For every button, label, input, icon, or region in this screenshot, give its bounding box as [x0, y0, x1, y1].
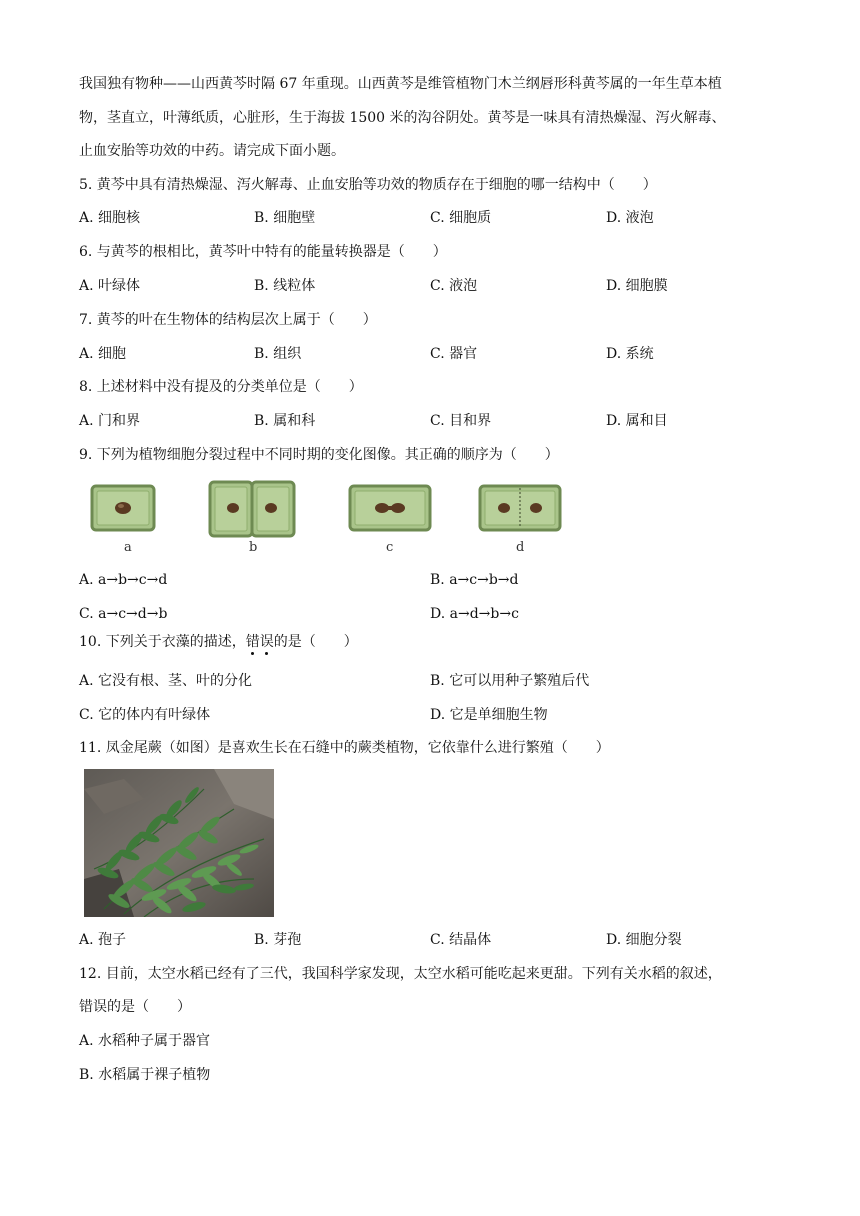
- q10-option-c[interactable]: C. 它的体内有叶绿体: [79, 707, 211, 723]
- question-7-stem: 7. 黄芩的叶在生物体的结构层次上属于（ ）: [79, 312, 377, 328]
- q12-option-b[interactable]: B. 水稻属于裸子植物: [79, 1067, 211, 1083]
- q6-option-d[interactable]: D. 细胞膜: [606, 278, 668, 294]
- question-9-stem: 9. 下列为植物细胞分裂过程中不同时期的变化图像。其正确的顺序为（ ）: [79, 447, 559, 463]
- q10-stem-prefix: 10. 下列关于衣藻的描述，: [79, 634, 246, 650]
- question-12-stem-line-1: 12. 目前，太空水稻已经有了三代，我国科学家发现，太空水稻可能吃起来更甜。下列有关水稻的叙述，: [79, 966, 722, 982]
- q11-option-d[interactable]: D. 细胞分裂: [606, 932, 682, 948]
- cell-label-b: b: [249, 540, 258, 555]
- question-11-stem: 11. 凤金尾蕨（如图）是喜欢生长在石缝中的蕨类植物，它依靠什么进行繁殖（ ）: [79, 740, 610, 756]
- question-6-stem: 6. 与黄芩的根相比，黄芩叶中特有的能量转换器是（ ）: [79, 244, 447, 260]
- cell-figure-d: [476, 478, 564, 538]
- fern-photo: [84, 769, 274, 917]
- q5-option-c[interactable]: C. 细胞质: [430, 210, 492, 226]
- question-12-stem-line-2: 错误的是（ ）: [79, 999, 191, 1015]
- question-5-stem: 5. 黄芩中具有清热燥湿、泻火解毒、止血安胎等功效的物质存在于细胞的哪一结构中（ ）: [79, 177, 657, 193]
- q10-emphasis-2: 误: [259, 634, 274, 650]
- q7-option-b[interactable]: B. 组织: [254, 346, 302, 362]
- q5-option-d[interactable]: D. 液泡: [606, 210, 654, 226]
- question-10-stem: [79, 632, 358, 652]
- intro-line-1: 我国独有物种——山西黄芩时隔 67 年重现。山西黄芩是维管植物门木兰纲唇形科黄芩属的一年生草本植: [79, 76, 722, 92]
- q10-emphasis-1: 错: [245, 634, 260, 650]
- q8-option-a[interactable]: A. 门和界: [79, 413, 141, 429]
- q11-option-c[interactable]: C. 结晶体: [430, 932, 492, 948]
- q8-option-c[interactable]: C. 目和界: [430, 413, 492, 429]
- q7-option-c[interactable]: C. 器官: [430, 346, 478, 362]
- q7-option-d[interactable]: D. 系统: [606, 346, 654, 362]
- q6-option-b[interactable]: B. 线粒体: [254, 278, 316, 294]
- q5-option-a[interactable]: A. 细胞核: [79, 210, 141, 226]
- q8-option-d[interactable]: D. 属和目: [606, 413, 668, 429]
- q10-option-d[interactable]: D. 它是单细胞生物: [430, 707, 548, 723]
- q12-option-a[interactable]: A. 水稻种子属于器官: [79, 1033, 211, 1049]
- cell-figure-a: [88, 478, 158, 538]
- q11-option-b[interactable]: B. 芽孢: [254, 932, 302, 948]
- cell-figure-b: [206, 474, 298, 542]
- q9-option-c[interactable]: C. a→c→d→b: [79, 606, 168, 622]
- q7-option-a[interactable]: A. 细胞: [79, 346, 127, 362]
- q9-option-b[interactable]: B. a→c→b→d: [430, 572, 519, 588]
- q6-option-c[interactable]: C. 液泡: [430, 278, 478, 294]
- q10-stem-suffix: 的是（ ）: [273, 634, 358, 650]
- q5-option-b[interactable]: B. 细胞壁: [254, 210, 316, 226]
- q9-option-a[interactable]: A. a→b→c→d: [79, 572, 168, 588]
- q10-option-b[interactable]: B. 它可以用种子繁殖后代: [430, 673, 590, 689]
- cell-label-c: c: [386, 540, 394, 555]
- q6-option-a[interactable]: A. 叶绿体: [79, 278, 141, 294]
- q10-option-a[interactable]: A. 它没有根、茎、叶的分化: [79, 673, 253, 689]
- cell-figure-c: [346, 478, 434, 538]
- q8-option-b[interactable]: B. 属和科: [254, 413, 316, 429]
- question-8-stem: 8. 上述材料中没有提及的分类单位是（ ）: [79, 379, 363, 395]
- q9-option-d[interactable]: D. a→d→b→c: [430, 606, 519, 622]
- cell-label-d: d: [516, 540, 525, 555]
- intro-line-2: 物，茎直立，叶薄纸质，心脏形，生于海拔 1500 米的沟谷阴处。黄芩是一味具有清热燥湿、泻火解毒、: [79, 110, 726, 126]
- cell-label-a: a: [124, 540, 132, 555]
- intro-line-3: 止血安胎等功效的中药。请完成下面小题。: [79, 143, 345, 159]
- q11-option-a[interactable]: A. 孢子: [79, 932, 127, 948]
